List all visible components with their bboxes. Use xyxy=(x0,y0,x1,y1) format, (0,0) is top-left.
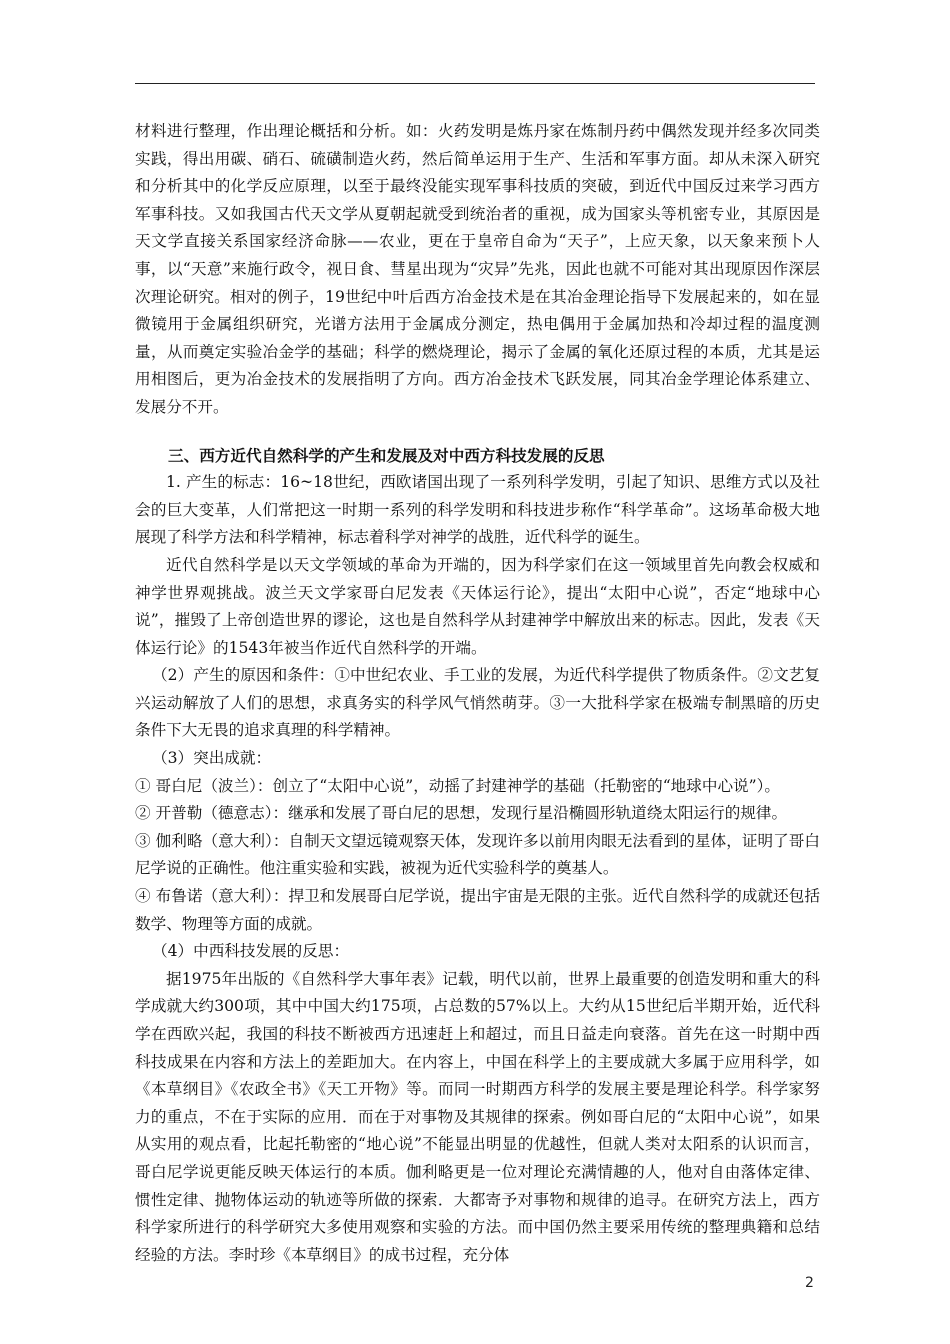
paragraph-reflection: 据1975年出版的《自然科学大事年表》记载，明代以前，世界上最重要的创造发明和重大的科学成就大约300项，其中中国大约175项，占总数的57%以上。大约从15世纪后半期开始，近代科学在西欧兴起，我国的科技不断被西方迅速赶上和超过，而且日益走向衰落。首先在这一时期中西科技成果在内容和方法上的差距加大。在内容上，中国在科学上的主要成就大多属于应用科学，如《本草纲目》《农政全书》《天工开物》等。而同一时期西方科学的发展主要是理论科学。科学家努力的重点，不在于实际的应用．而在于对事物及其规律的探索。例如哥白尼的“太阳中心说”，如果从实用的观点看，比起托勒密的“地心说”不能显出明显的优越性，但就人类对太阳系的认识而言，哥白尼学说更能反映天体运行的本质。伽利略更是一位对理论充满情趣的人，他对自由落体定律、惯性定律、抛物体运动的轨迹等所做的探索．大都寄予对事物和规律的追寻。在研究方法上，西方科学家所进行的科学研究大多使用观察和实验的方法。而中国仍然主要采用传统的整理典籍和总结经验的方法。李时珍《本草纲目》的成书过程，充分体 xyxy=(135,969,820,1264)
header-rule xyxy=(135,83,815,84)
paragraph-causes-conditions: （2）产生的原因和条件：①中世纪农业、手工业的发展，为近代科学提供了物质条件。②文艺复兴运动解放了人们的思想，求真务实的科学风气悄然萌芽。③一大批科学家在极端专制黑暗的历史条件下大无畏的追求真理的科学精神。 xyxy=(135,666,820,740)
paragraph-copernicus: ① 哥白尼（波兰）：创立了“太阳中心说”，动摇了封建神学的基础（托勒密的“地球中心说”）。 xyxy=(135,776,780,795)
paragraph-astronomy-revolution: 近代自然科学是以天文学领域的革命为开端的，因为科学家们在这一领域里首先向教会权威和神学世界观挑战。波兰天文学家哥白尼发表《天体运行论》，提出“太阳中心说”，否定“地球中心说”，摧毁了上帝创造世界的谬论，这也是自然科学从封建神学中解放出来的标志。因此，发表《天体运行论》的1543年被当作近代自然科学的开端。 xyxy=(135,555,820,657)
paragraph-bruno: ④ 布鲁诺（意大利）：捍卫和发展哥白尼学说，提出宇宙是无限的主张。近代自然科学的成就还包括数学、物理等方面的成就。 xyxy=(135,887,820,933)
paragraph-origin-mark: 1. 产生的标志：16~18世纪，西欧诸国出现了一系列科学发明，引起了知识、思维方式以及社会的巨大变革，人们常把这一时期一系列的科学发明和科技进步称作“科学革命”。这场革命极大地展现了科学方法和科学精神，标志着科学对神学的战胜，近代科学的诞生。 xyxy=(135,473,820,547)
paragraph-kepler: ② 开普勒（德意志）：继承和发展了哥白尼的思想，发现行星沿椭圆形轨道绕太阳运行的规律。 xyxy=(135,804,788,823)
paragraph-achievements-heading: （3）突出成就： xyxy=(152,749,272,768)
page-number: 2 xyxy=(805,1275,814,1291)
paragraph-reflection-heading: （4）中西科技发展的反思： xyxy=(152,942,350,961)
paragraph-metallurgy: 材料进行整理，作出理论概括和分析。如：火药发明是炼丹家在炼制丹药中偶然发现并经多次同类实践，得出用碳、硝石、硫磺制造火药，然后简单运用于生产、生活和军事方面。却从未深入研究和分析其中的化学反应原理，以至于最终没能实现军事科技质的突破，到近代中国反过来学习西方军事科技。又如我国古代天文学从夏朝起就受到统治者的重视，成为国家头等机密专业，其原因是天文学直接关系国家经济命脉——农业，更在于皇帝自命为“天子”，上应天象，以天象来预卜人事，以“天意”来施行政令，视日食、彗星出现为“灾异”先兆，因此也就不可能对其出现原因作深层次理论研究。相对的例子，19世纪中叶后西方冶金技术是在其冶金理论指导下发展起来的，如在显微镜用于金属组织研究，光谱方法用于金属成分测定，热电偶用于金属加热和冷却过程的温度测量，从而奠定实验冶金学的基础；科学的燃烧理论，揭示了金属的氧化还原过程的本质，尤其是运用相图后，更为冶金技术的发展指明了方向。西方冶金技术飞跃发展，同其冶金学理论体系建立、发展分不开。 xyxy=(135,122,820,416)
document-body xyxy=(135,118,820,1269)
section-heading: 三、西方近代自然科学的产生和发展及对中西方科技发展的反思 xyxy=(168,445,605,465)
paragraph-galileo: ③ 伽利略（意大利）：自制天文望远镜观察天体，发现许多以前用肉眼无法看到的星体，证明了哥白尼学说的正确性。他注重实验和实践，被视为近代实验科学的奠基人。 xyxy=(135,831,820,878)
